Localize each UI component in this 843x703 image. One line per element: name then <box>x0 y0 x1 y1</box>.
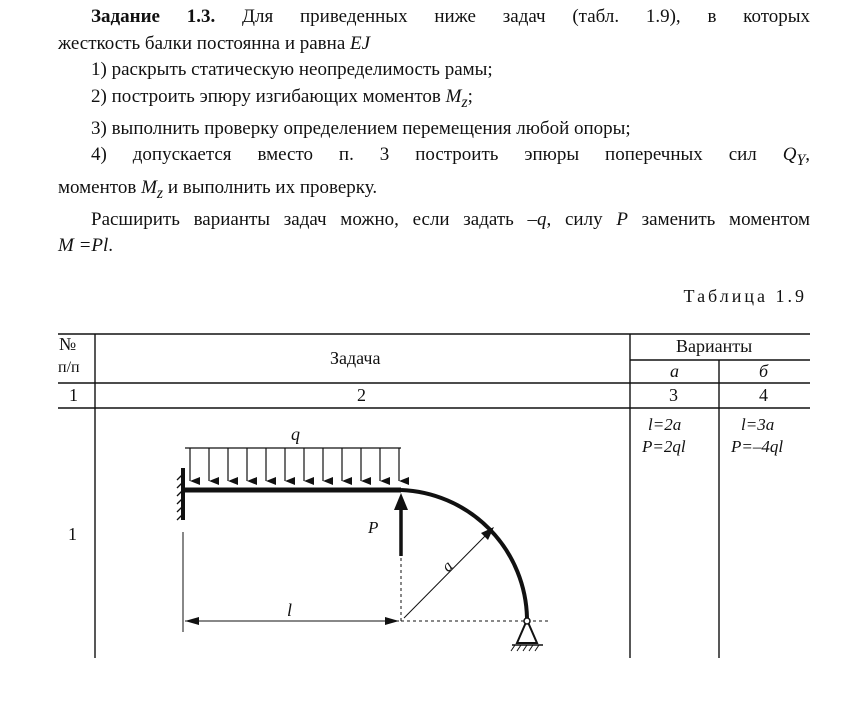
label-P: P <box>368 518 379 537</box>
header-task: Задача <box>330 348 381 368</box>
header-num-2: п/п <box>58 359 80 376</box>
variant-a-P: P=2ql <box>642 437 686 456</box>
header-variant-a: а <box>670 361 679 381</box>
variant-b-l: l=3a <box>741 415 775 434</box>
force-P-arrow <box>394 493 408 556</box>
variant-b-P: P=–4ql <box>731 437 784 456</box>
label-a: a <box>438 557 457 576</box>
pin-support-right <box>511 618 543 651</box>
header-num: № <box>59 334 77 354</box>
distributed-load-q <box>185 448 401 481</box>
col-number-4: 4 <box>759 385 768 405</box>
col-number-1: 1 <box>69 385 78 405</box>
row-number: 1 <box>68 524 77 544</box>
col-number-2: 2 <box>357 385 366 405</box>
intro-line-1: Задание 1.3. Для приведенных ниже задач (табл. 1.9), в которых <box>91 6 811 27</box>
col-number-3: 3 <box>669 385 678 405</box>
table-caption: Таблица 1.9 <box>683 286 807 306</box>
task-title: Задание 1.3. <box>91 6 216 27</box>
variant-a-l: l=2a <box>648 415 682 434</box>
item-4-continued: моментов $M_z$ и выполнить их проверку. <box>58 176 378 202</box>
item-2: 2) построить эпюру изгибающих моментов $M_z$; <box>91 85 473 111</box>
item-3: 3) выполнить проверку определением перемещения любой опоры; <box>91 117 631 139</box>
fixed-support-left <box>177 468 183 520</box>
label-q: q <box>291 424 300 444</box>
item-4: 4) допускается вместо п. 3 построить эпюры поперечных сил $Q_Y$, <box>91 144 811 170</box>
extension-line-2: M =Pl. <box>58 235 114 257</box>
item-1: 1) раскрыть статическую неопределимость рамы; <box>91 59 493 80</box>
intro-line-2: жесткость балки постоянна и равна EJ <box>58 32 371 54</box>
extension-line-1: Расширить варианты задач можно, если задать –q, силу P заменить моментом <box>91 208 811 230</box>
header-variants: Варианты <box>676 336 753 356</box>
label-l: l <box>287 600 293 620</box>
beam-curved <box>401 490 527 618</box>
header-variant-b: б <box>759 361 769 381</box>
